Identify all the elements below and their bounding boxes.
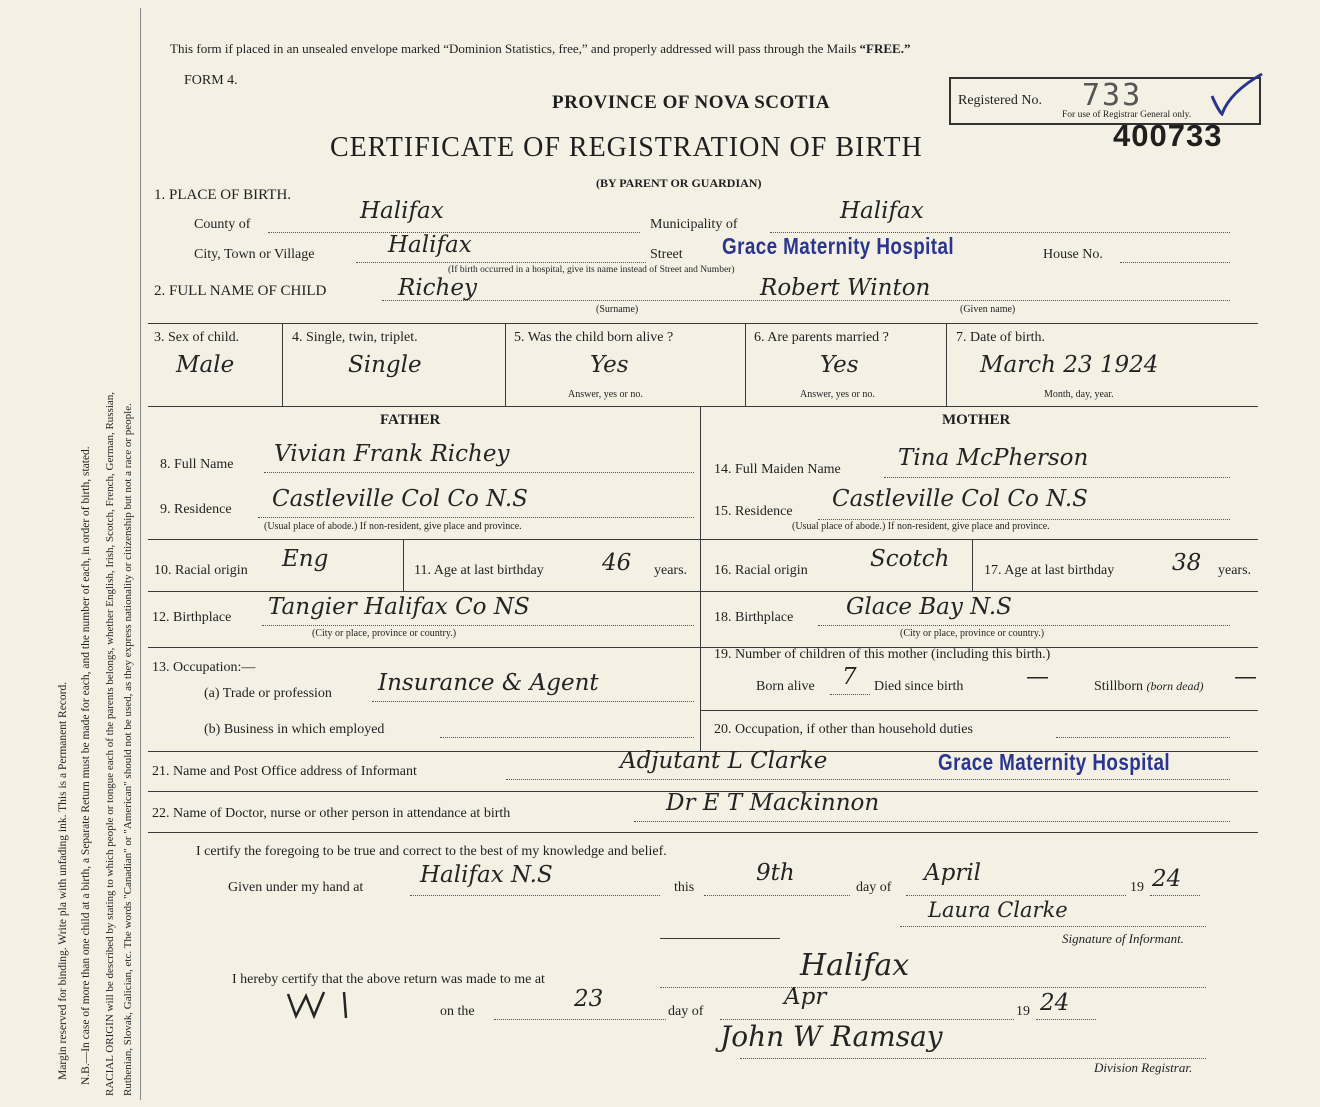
date-of-birth-value: March 23 1924 bbox=[980, 352, 1159, 378]
given-under-label: Given under my hand at bbox=[228, 880, 364, 895]
born-alive-label: 5. Was the child born alive ? bbox=[514, 330, 674, 345]
mother-age-value: 38 bbox=[1172, 550, 1202, 576]
registrar-year-prefix: 19 bbox=[1016, 1004, 1030, 1019]
stillborn-label bbox=[1094, 679, 1204, 695]
document-subtitle: (BY PARENT OR GUARDIAN) bbox=[596, 176, 762, 190]
informant-name-value: Adjutant L Clarke bbox=[620, 748, 828, 774]
plurality-label: 4. Single, twin, triplet. bbox=[292, 330, 418, 345]
mother-age-label: 17. Age at last birthday bbox=[984, 563, 1115, 578]
certify-month-value: April bbox=[924, 860, 982, 886]
sex-label: 3. Sex of child. bbox=[154, 330, 240, 345]
father-age-unit: years. bbox=[654, 563, 688, 578]
mother-heading: MOTHER bbox=[942, 412, 1011, 428]
street-label: Street bbox=[650, 247, 683, 262]
trade-value: Insurance & Agent bbox=[378, 670, 599, 696]
doctor-label: 22. Name of Doctor, nurse or other person in attendance at birth bbox=[152, 806, 511, 821]
registrar-day-of-label: day of bbox=[668, 1004, 704, 1019]
certify-day-value: 9th bbox=[756, 860, 795, 886]
informant-signature-caption: Signature of Informant. bbox=[1062, 931, 1184, 946]
registrar-on-label: on the bbox=[440, 1004, 475, 1019]
father-racial-label: 10. Racial origin bbox=[154, 563, 248, 578]
answer-note-5: Answer, yes or no. bbox=[568, 389, 643, 400]
children-count-label: 19. Number of children of this mother (including this birth.) bbox=[714, 647, 1051, 662]
registrar-place-value: Halifax bbox=[800, 948, 910, 983]
registrar-day-value: 23 bbox=[574, 986, 604, 1012]
registered-number: 733 bbox=[1082, 78, 1143, 113]
sex-value: Male bbox=[176, 352, 235, 378]
mail-free-label: “FREE.” bbox=[859, 41, 911, 56]
business-label: (b) Business in which employed bbox=[204, 722, 385, 737]
registrar-statement: I hereby certify that the above return was made to me at bbox=[232, 972, 545, 987]
registrar-initial-mark bbox=[284, 986, 374, 1027]
mother-racial-value: Scotch bbox=[870, 546, 950, 572]
margin-note-1: Margin reserved for binding. Write pla with unfading ink. This is a Permanent Record. bbox=[57, 681, 69, 1080]
certify-statement: I certify the foregoing to be true and correct to the best of my knowledge and belief. bbox=[196, 844, 667, 859]
house-number-label: House No. bbox=[1043, 247, 1103, 262]
date-of-birth-label: 7. Date of birth. bbox=[956, 330, 1046, 345]
registrar-month-value: Apr bbox=[784, 984, 827, 1010]
mother-racial-label: 16. Racial origin bbox=[714, 563, 808, 578]
registered-label: Registered No. bbox=[958, 93, 1042, 108]
stillborn-note: (born dead) bbox=[1146, 679, 1204, 693]
child-surname-value: Richey bbox=[398, 275, 477, 301]
surname-caption: (Surname) bbox=[596, 304, 639, 315]
father-birthplace-note: (City or place, province or country.) bbox=[312, 628, 457, 639]
informant-signature: Laura Clarke bbox=[928, 898, 1068, 922]
mother-birthplace-note: (City or place, province or country.) bbox=[900, 628, 1045, 639]
trade-label: (a) Trade or profession bbox=[204, 686, 332, 701]
doctor-value: Dr E T Mackinnon bbox=[666, 790, 880, 816]
occupation-heading: 13. Occupation:— bbox=[152, 660, 256, 675]
registrar-signature: John W Ramsay bbox=[720, 1020, 943, 1053]
county-label: County of bbox=[194, 217, 251, 232]
city-value: Halifax bbox=[388, 232, 472, 258]
hospital-note: (If birth occurred in a hospital, give its name instead of Street and Number) bbox=[448, 265, 735, 275]
stillborn-label-text: Stillborn bbox=[1094, 679, 1144, 694]
father-residence-label: 9. Residence bbox=[160, 502, 232, 517]
city-label: City, Town or Village bbox=[194, 247, 315, 262]
mother-name-label: 14. Full Maiden Name bbox=[714, 462, 841, 477]
born-alive-value: Yes bbox=[590, 352, 629, 378]
margin-note-3: RACIAL ORIGIN will be described by stating to which people or tongue each of the parents belongs, whether English, Irish, Scotch, French, German, Russian, bbox=[104, 391, 116, 1096]
mother-residence-label: 15. Residence bbox=[714, 504, 793, 519]
died-since-birth-label: Died since birth bbox=[874, 679, 964, 694]
born-alive-count-label: Born alive bbox=[756, 679, 815, 694]
document-title: CERTIFICATE OF REGISTRATION OF BIRTH bbox=[330, 132, 923, 163]
county-value: Halifax bbox=[360, 198, 444, 224]
street-stamp: Grace Maternity Hospital bbox=[722, 233, 955, 259]
father-name-value: Vivian Frank Richey bbox=[274, 441, 510, 467]
child-given-value: Robert Winton bbox=[760, 275, 931, 301]
municipality-value: Halifax bbox=[840, 198, 924, 224]
father-racial-value: Eng bbox=[282, 546, 329, 572]
this-label: this bbox=[674, 880, 695, 895]
father-birthplace-value: Tangier Halifax Co NS bbox=[268, 594, 530, 620]
province-heading: PROVINCE OF NOVA SCOTIA bbox=[552, 92, 831, 113]
mail-notice bbox=[170, 41, 910, 57]
mother-name-value: Tina McPherson bbox=[898, 445, 1089, 471]
margin-note-2: N.B.—In case of more than one child at a birth, a Separate Return must be made for each, and the number of each, in order of birth, stated. bbox=[80, 446, 92, 1085]
answer-note-6: Answer, yes or no. bbox=[800, 389, 875, 400]
father-age-value: 46 bbox=[602, 550, 632, 576]
mother-birthplace-label: 18. Birthplace bbox=[714, 610, 794, 625]
division-registrar-caption: Division Registrar. bbox=[1094, 1060, 1193, 1075]
mother-abode-note: (Usual place of abode.) If non-resident, give place and province. bbox=[792, 521, 1050, 532]
plurality-value: Single bbox=[348, 352, 422, 378]
born-alive-count-value: 7 bbox=[842, 664, 857, 690]
child-name-label: 2. FULL NAME OF CHILD bbox=[154, 283, 327, 299]
father-residence-value: Castleville Col Co N.S bbox=[272, 486, 528, 512]
father-name-label: 8. Full Name bbox=[160, 457, 234, 472]
municipality-label: Municipality of bbox=[650, 217, 738, 232]
file-number: 400733 bbox=[1113, 118, 1223, 153]
mother-birthplace-value: Glace Bay N.S bbox=[846, 594, 1012, 620]
father-age-label: 11. Age at last birthday bbox=[414, 563, 544, 578]
form-number: FORM 4. bbox=[184, 73, 238, 88]
mother-occupation-label: 20. Occupation, if other than household duties bbox=[714, 722, 973, 737]
given-name-caption: (Given name) bbox=[960, 304, 1016, 315]
mother-age-unit: years. bbox=[1218, 563, 1252, 578]
informant-label: 21. Name and Post Office address of Informant bbox=[152, 764, 417, 779]
date-format-note: Month, day, year. bbox=[1044, 389, 1114, 400]
certify-year-value: 24 bbox=[1152, 866, 1182, 892]
registrar-year-value: 24 bbox=[1040, 990, 1070, 1016]
margin-note-4: Ruthenian, Slovak, Galician, etc. The words "Canadian" or "American" should not be used, as they express nationality or citizenship but not a race or people. bbox=[122, 403, 134, 1096]
certify-day-of-label: day of bbox=[856, 880, 892, 895]
informant-address-stamp: Grace Maternity Hospital bbox=[938, 749, 1171, 775]
registrar-use-note: For use of Registrar General only. bbox=[1062, 110, 1192, 120]
mail-notice-text: This form if placed in an unsealed envelope marked “Dominion Statistics, free,” and properly addressed will pass through the Mails bbox=[170, 41, 860, 56]
father-birthplace-label: 12. Birthplace bbox=[152, 610, 232, 625]
stillborn-value: — bbox=[1234, 664, 1257, 690]
given-place-value: Halifax N.S bbox=[420, 862, 553, 888]
father-heading: FATHER bbox=[380, 412, 441, 428]
place-of-birth-heading: 1. PLACE OF BIRTH. bbox=[154, 187, 292, 203]
died-since-birth-value: — bbox=[1026, 664, 1049, 690]
mother-residence-value: Castleville Col Co N.S bbox=[832, 486, 1088, 512]
father-abode-note: (Usual place of abode.) If non-resident, give place and province. bbox=[264, 521, 522, 532]
parents-married-label: 6. Are parents married ? bbox=[754, 330, 889, 345]
check-mark-icon bbox=[1208, 70, 1268, 121]
parents-married-value: Yes bbox=[820, 352, 859, 378]
certify-year-prefix: 19 bbox=[1130, 880, 1144, 895]
